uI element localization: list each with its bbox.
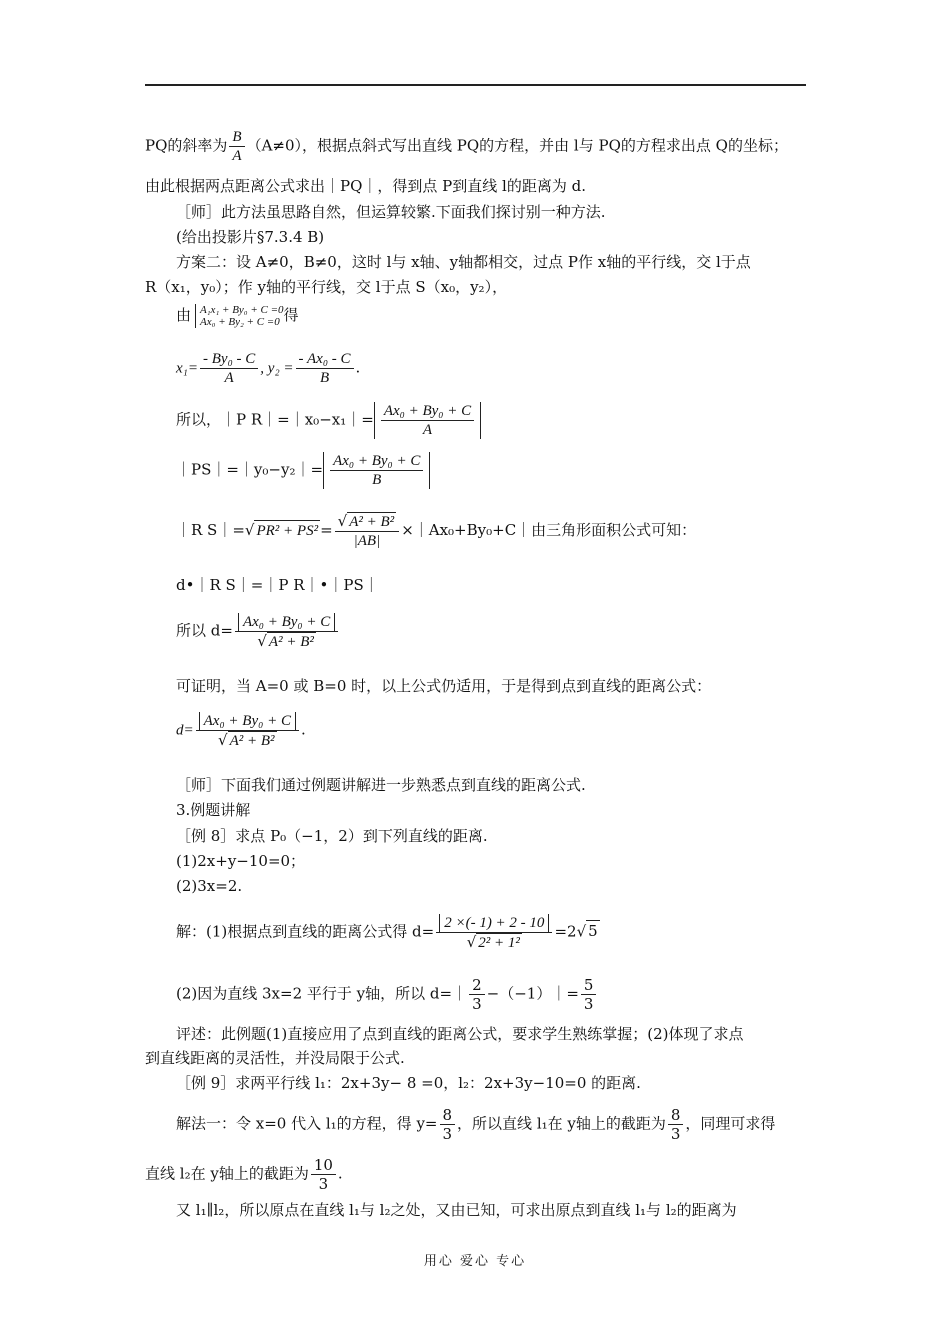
comment-line: 评述：此例题(1)直接应用了点到直线的距离公式，要求学生熟练掌握；(2)体现了求点 xyxy=(176,1025,744,1043)
radical-sign: √ xyxy=(576,922,587,941)
numerator: 10 xyxy=(311,1156,336,1175)
numerator: B xyxy=(229,128,244,147)
radical-sign: √ xyxy=(337,512,348,530)
text: （A≠0），根据点斜式写出直线 PQ的方程，并由 l与 PQ的方程求出点 Q的坐标； xyxy=(246,136,788,155)
text: =2 xyxy=(554,922,577,941)
radical-sign: √ xyxy=(466,932,477,951)
numerator: 5 xyxy=(581,976,597,995)
numerator: 8 xyxy=(440,1106,456,1125)
text: 得 xyxy=(283,306,299,324)
absolute-value xyxy=(323,452,430,489)
paragraph: 又 l₁∥l₂，所以原点在直线 l₁与 l₂之处，又由已知，可求出原点到直线 l₁与 l₂的距离为 xyxy=(176,1201,737,1219)
radicand: A² + B² xyxy=(229,732,275,749)
header-rule xyxy=(145,84,806,86)
method-1-cont xyxy=(145,1156,343,1193)
fraction xyxy=(235,612,338,651)
text: ｜PS｜=｜y₀−y₂｜= xyxy=(176,460,324,479)
fraction xyxy=(330,452,423,489)
denominator: |AB| xyxy=(353,533,381,549)
paragraph: ［师］此方法虽思路自然，但运算较繁.下面我们探讨别一种方法. xyxy=(176,203,606,221)
denominator: B xyxy=(319,370,330,386)
fraction xyxy=(311,1156,336,1193)
text: (2)因为直线 3x=2 平行于 y轴，所以 d=｜ xyxy=(176,984,468,1003)
fraction xyxy=(200,350,258,387)
denominator xyxy=(196,731,299,750)
text: PQ的斜率为 xyxy=(145,136,228,155)
text: 所以，｜P R｜=｜x₀−x₁｜= xyxy=(176,410,374,429)
method-1 xyxy=(176,1106,775,1143)
text: x₁= xyxy=(176,360,198,377)
distance-result xyxy=(176,612,340,651)
distance-formula xyxy=(176,711,306,750)
paragraph: 可证明，当 A=0 或 B=0 时，以上公式仍适用，于是得到点到直线的距离公式： xyxy=(176,677,712,695)
system xyxy=(195,304,284,328)
denominator: 3 xyxy=(472,995,482,1013)
text: , y₂ = xyxy=(260,360,294,377)
radical-sign: √ xyxy=(218,730,228,749)
question-2: (2)3x=2. xyxy=(176,877,243,895)
radical-sign: √ xyxy=(257,631,267,650)
denominator xyxy=(436,933,552,952)
denominator: A xyxy=(422,422,433,438)
absolute-value xyxy=(374,402,481,439)
pr-formula xyxy=(176,402,481,439)
text: 直线 l₂在 y轴上的截距为 xyxy=(145,1164,309,1183)
text: 由 xyxy=(176,306,192,324)
fraction xyxy=(436,913,552,952)
radical-sign: √ xyxy=(244,521,255,539)
denominator: 3 xyxy=(442,1125,453,1143)
example-8: ［例 8］求点 P₀（−1，2）到下列直线的距离. xyxy=(176,827,488,845)
numerator: 2 xyxy=(469,976,485,995)
paragraph: ［师］下面我们通过例题讲解进一步熟悉点到直线的距离公式. xyxy=(176,776,586,794)
fraction xyxy=(196,711,299,750)
area-relation: d•｜R S｜=｜P R｜•｜PS｜ xyxy=(176,576,379,594)
text: 解法一：令 x=0 代入 l₁的方程，得 y= xyxy=(176,1114,438,1133)
denominator: A xyxy=(232,148,242,164)
radicand: A² + B² xyxy=(268,633,314,650)
section-title: 3.例题讲解 xyxy=(176,801,251,819)
fraction xyxy=(668,1106,684,1143)
denominator: 3 xyxy=(318,1175,329,1193)
radicand: PR² + PS² xyxy=(254,520,320,541)
text: d= xyxy=(176,722,194,739)
equation: Ax₀ + By₂ + C =0 xyxy=(200,316,280,328)
x1-formula xyxy=(176,350,360,387)
absolute-value: Ax₀ + By₀ + C xyxy=(238,613,335,631)
fraction xyxy=(229,128,244,165)
text: 所以 d= xyxy=(176,621,233,640)
numerator xyxy=(235,612,338,632)
paragraph: (给出投影片§7.3.4 B) xyxy=(176,228,325,246)
paragraph: 方案二：设 A≠0，B≠0，这时 l与 x轴、y轴都相交，过点 P作 x轴的平行线，交 l于点 xyxy=(176,253,751,271)
denominator: A xyxy=(224,370,234,386)
solution-1 xyxy=(176,913,600,952)
fraction xyxy=(296,350,354,387)
radicand: 5 xyxy=(588,922,598,941)
denominator: 3 xyxy=(583,995,594,1013)
fraction xyxy=(440,1106,456,1143)
text: . xyxy=(337,1164,343,1183)
numerator xyxy=(335,512,400,532)
equation-system xyxy=(176,304,299,328)
denominator: 3 xyxy=(670,1125,681,1143)
fraction xyxy=(381,402,474,439)
numerator: Ax₀ + By₀ + C xyxy=(381,402,474,421)
numerator xyxy=(436,913,552,933)
paragraph: 由此根据两点距离公式求出｜PQ｜，得到点 P到直线 l的距离为 d. xyxy=(145,177,586,195)
solution-2 xyxy=(176,976,598,1013)
text: . xyxy=(355,358,361,377)
rs-formula xyxy=(176,512,696,550)
numerator xyxy=(196,711,299,731)
fraction xyxy=(581,976,597,1013)
text: = xyxy=(320,521,333,539)
numerator: 8 xyxy=(668,1106,684,1125)
text: 解：(1)根据点到直线的距离公式得 d= xyxy=(176,922,435,941)
denominator xyxy=(235,632,338,651)
absolute-value: 2 ×(- 1) + 2 - 10 xyxy=(439,914,549,932)
page-footer: 用心 爱心 专心 xyxy=(423,1254,527,1269)
text: −（−1）｜= xyxy=(486,984,579,1003)
numerator: - Ax₀ - C xyxy=(296,350,354,369)
question-1: (1)2x+y−10=0； xyxy=(176,852,306,870)
fraction xyxy=(469,976,485,1013)
example-9: ［例 9］求两平行线 l₁：2x+3y− 8 =0，l₂：2x+3y−10=0 的距离. xyxy=(176,1074,641,1092)
radicand: 2² + 1² xyxy=(478,934,520,951)
absolute-value: Ax₀ + By₀ + C xyxy=(199,712,296,730)
radicand: A² + B² xyxy=(349,514,395,530)
text: . xyxy=(300,720,306,739)
fraction xyxy=(335,512,400,550)
ps-formula xyxy=(176,452,430,489)
text: ｜R S｜= xyxy=(176,521,245,539)
numerator: - By₀ - C xyxy=(200,350,258,369)
text: ×｜Ax₀+By₀+C｜由三角形面积公式可知： xyxy=(401,521,697,539)
text: ，所以直线 l₁在 y轴上的截距为 xyxy=(457,1114,666,1133)
slope-line xyxy=(145,128,788,165)
text: ，同理可求得 xyxy=(685,1114,776,1133)
denominator: B xyxy=(372,472,382,488)
equation: A₁x₁ + By₀ + C =0 xyxy=(200,304,284,316)
paragraph: R（x₁，y₀）；作 y轴的平行线，交 l于点 S（x₀，y₂）， xyxy=(145,278,508,296)
comment-line: 到直线距离的灵活性，并没局限于公式. xyxy=(145,1049,405,1067)
numerator: Ax₀ + By₀ + C xyxy=(330,452,423,471)
